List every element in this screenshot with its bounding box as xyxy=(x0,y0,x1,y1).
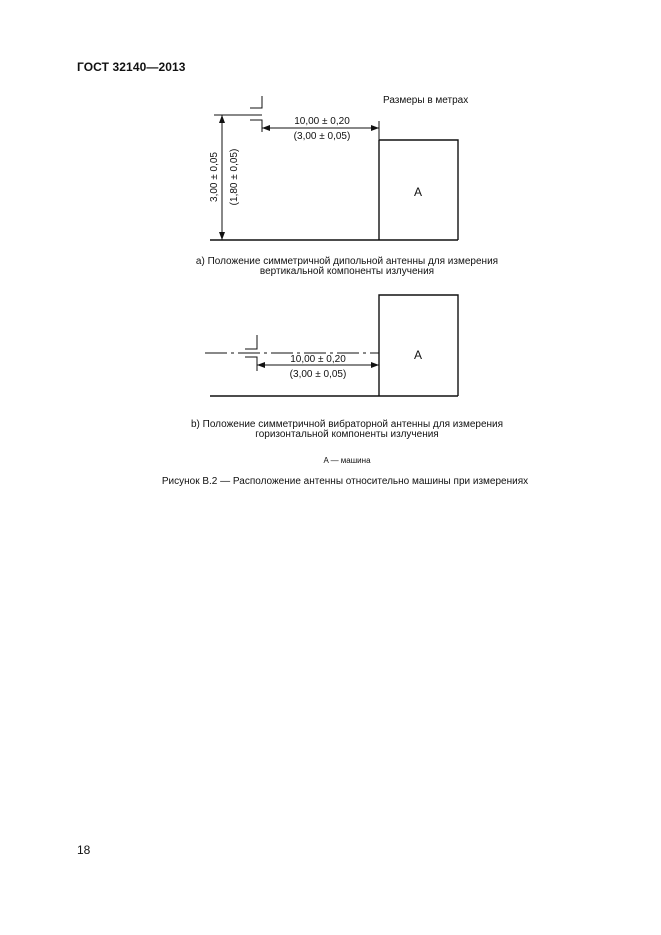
arrow-head-left-b xyxy=(257,362,265,368)
height-label: 3,00 ± 0,05 xyxy=(209,152,220,202)
dipole-antenna-horizontal-icon xyxy=(245,335,257,349)
caption-a-line2: вертикальной компоненты излучения xyxy=(259,266,435,277)
dipole-antenna-vertical-icon xyxy=(250,96,262,108)
machine-label-a: A xyxy=(413,185,423,199)
caption-a-line1: a) Положение симметричной дипольной антенны для измерения xyxy=(195,256,499,267)
arrow-head-right-b xyxy=(371,362,379,368)
legend-definition: A — машина xyxy=(323,456,371,465)
machine-label-b: A xyxy=(413,348,423,362)
arrow-head-top xyxy=(219,115,225,123)
dipole-antenna-horizontal-lower xyxy=(245,357,257,371)
arrow-head-right-a xyxy=(371,125,379,131)
distance-alt-label-b: (3,00 ± 0,05) xyxy=(289,369,347,380)
machine-box-b xyxy=(379,295,458,396)
distance-label-b: 10,00 ± 0,20 xyxy=(290,354,346,365)
document-header: ГОСТ 32140—2013 xyxy=(77,60,186,74)
caption-b-line2: горизонтальной компоненты излучения xyxy=(255,429,439,440)
distance-label-a: 10,00 ± 0,20 xyxy=(294,116,350,127)
arrow-head-left-a xyxy=(262,125,270,131)
arrow-head-bottom xyxy=(219,232,225,240)
figure-caption: Рисунок B.2 — Расположение антенны относительно машины при измерениях xyxy=(161,476,529,487)
dipole-antenna-vertical-lower xyxy=(250,120,262,132)
distance-alt-label-a: (3,00 ± 0,05) xyxy=(293,131,351,142)
page-number: 18 xyxy=(77,843,91,857)
caption-b-line1: b) Положение симметричной вибраторной антенны для измерения xyxy=(190,419,504,430)
units-note: Размеры в метрах xyxy=(383,95,469,106)
height-alt-label: (1,80 ± 0,05) xyxy=(229,148,240,206)
